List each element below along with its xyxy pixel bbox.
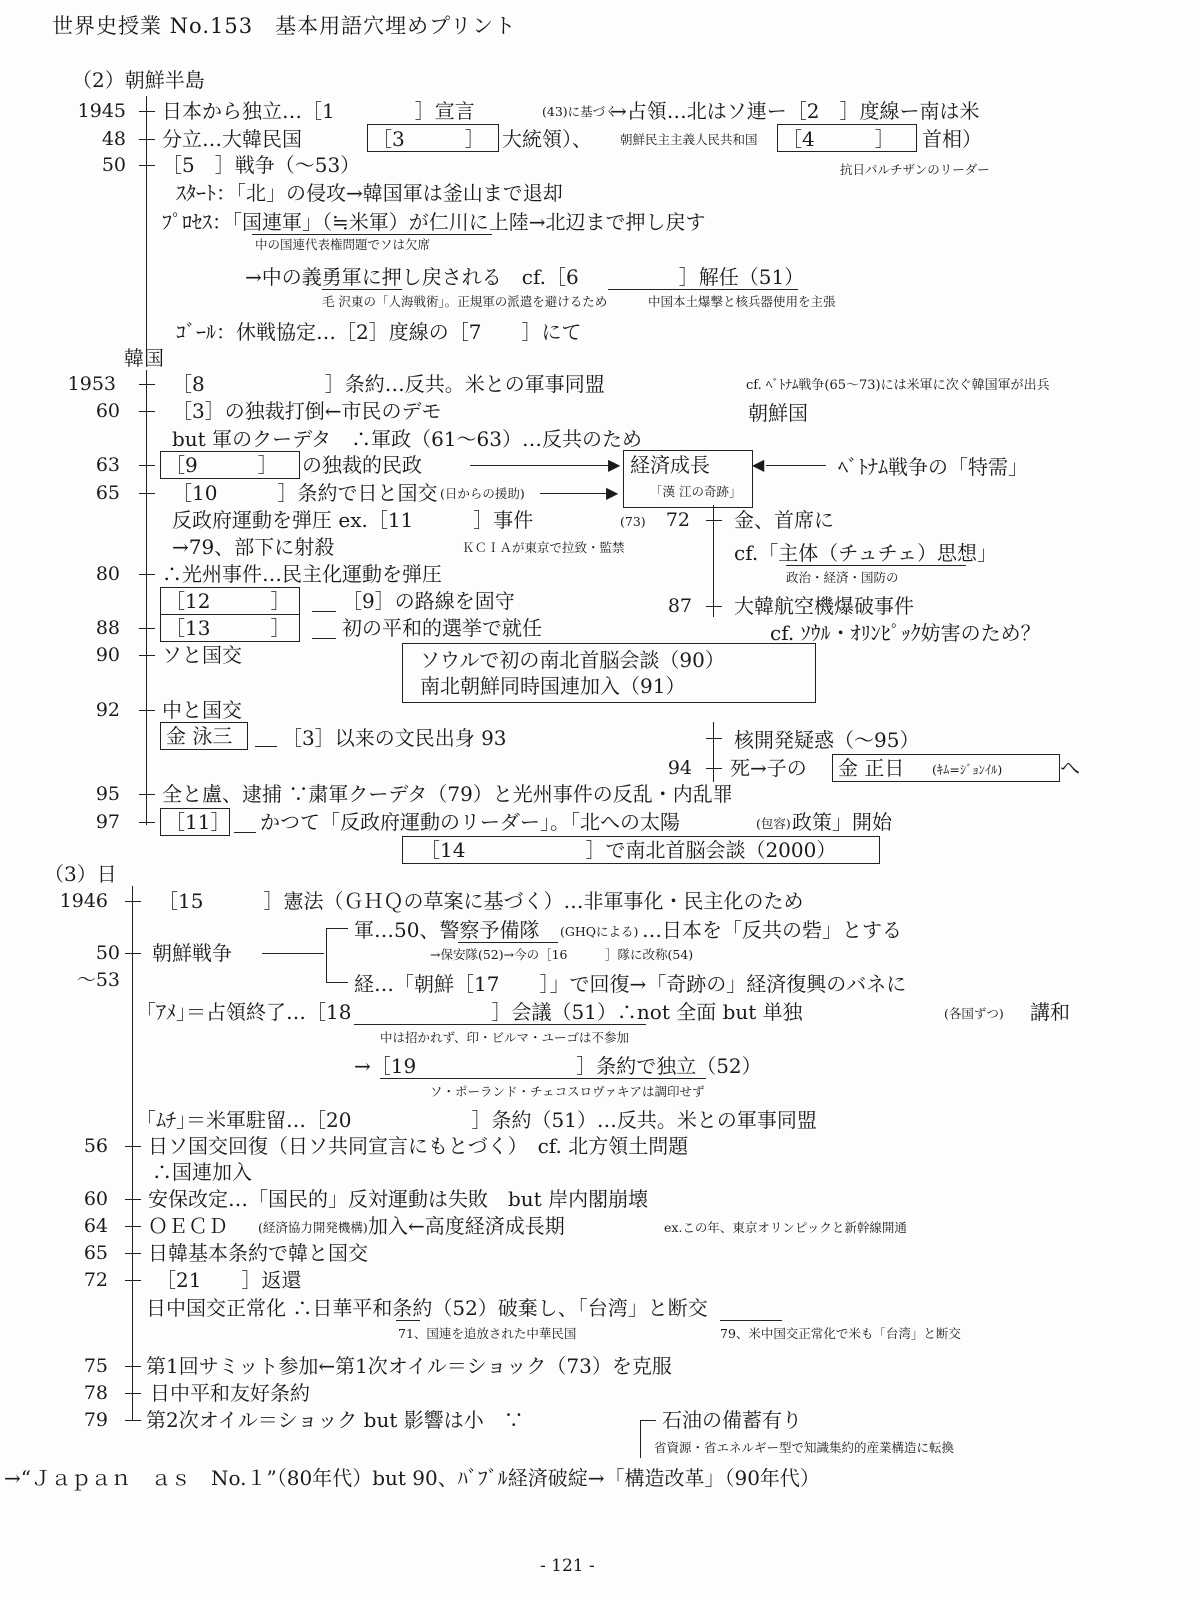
year-label: 65 — [95, 482, 120, 504]
year-label: 87 — [667, 595, 692, 617]
entry-text: …日本を「反共の砦」とする — [642, 918, 902, 942]
subheading-kankoku: 韓国 — [124, 346, 164, 370]
timeline-tick — [125, 1280, 141, 1281]
entry-text: ［11］ — [165, 810, 231, 834]
bracket-line — [326, 982, 348, 983]
section-heading-korea: （2）朝鮮半島 — [72, 68, 205, 92]
year-label: 72 — [83, 1269, 108, 1291]
year-label: 48 — [101, 128, 126, 150]
note-text: 「漢 江の奇跡」 — [650, 484, 742, 499]
entry-text: 日中国交正常化 ∴日華平和条約（52）破棄し、「台湾」と断交 — [146, 1296, 708, 1320]
year-label: 64 — [83, 1215, 108, 1237]
underline — [380, 1078, 706, 1079]
year-label: 80 — [95, 563, 120, 585]
entry-text: かつて「反政府運動のリーダー」。「北への太陽 — [260, 810, 680, 834]
year-label: 65 — [83, 1242, 108, 1264]
year-label: 50 — [95, 942, 120, 964]
note-text: (43)に基づく — [542, 104, 618, 119]
entry-text: ﾌﾟﾛｾｽ：「国連軍」（≒米軍）が仁川に上陸→北辺まで押し戻す — [162, 210, 706, 234]
entry-text: ﾍﾞﾄﾅﾑ戦争の「特需」 — [838, 455, 1028, 479]
entry-text: 第1回サミット参加←第1次オイル＝ショック（73）を克服 — [146, 1354, 672, 1378]
entry-text: 政策」開始 — [792, 810, 892, 834]
entry-text: ［3］以来の文民出身 93 — [282, 726, 507, 750]
entry-text: ［3］の独裁打倒←市民のデモ — [172, 399, 442, 423]
note-text: 79、米中国交正常化で米も「台湾」と断交 — [720, 1326, 961, 1341]
timeline-tick — [125, 1393, 141, 1394]
blank-9: ［9 ］ — [165, 453, 278, 477]
entry-text: cf. ｿｳﾙ・ｵﾘﾝﾋﾟｯｸ妨害のため？ — [770, 621, 1041, 645]
timeline-tick — [706, 606, 722, 607]
entry-text: ｽﾀｰﾄ：「北」の侵攻→韓国軍は釜山まで退却 — [176, 181, 563, 205]
blank-4: ［4 ］ — [782, 127, 895, 151]
entry-text: ∴光州事件…民主化運動を弾圧 — [162, 562, 442, 586]
bracket-line — [640, 1420, 656, 1421]
timeline-tick — [139, 655, 155, 656]
underline — [322, 289, 402, 290]
timeline-line-north — [713, 722, 714, 782]
entry-text: 核開発疑惑（～95） — [734, 728, 920, 752]
timeline-line — [146, 96, 147, 354]
note-text: →保安隊(52)→今の［16 ］隊に改称(54) — [430, 947, 694, 962]
year-label: 72 — [665, 509, 690, 531]
entry-text: ［5 ］戦争（～53） — [162, 153, 361, 177]
arrow-line — [262, 953, 324, 954]
note-text: 中国本土爆撃と核兵器使用を主張 — [648, 294, 836, 309]
entry-text: へ — [1060, 756, 1080, 780]
entry-text: →［19 ］条約で独立（52） — [354, 1054, 762, 1078]
entry-text: ｢ｱﾒ｣＝占領終了…［18 ］会議（51）∴not 全面 but 単独 — [146, 1000, 803, 1024]
underline — [608, 289, 798, 290]
timeline-tick — [125, 901, 141, 902]
year-label: 63 — [95, 454, 120, 476]
note-text: cf. ﾍﾞﾄﾅﾑ戦争(65～73)には米軍に次ぐ韓国軍が出兵 — [746, 378, 1050, 393]
blank-13: ［13 ］ — [165, 616, 291, 640]
note-text: (日からの援助) — [440, 486, 525, 501]
entry-text: 全と盧、逮捕 ∵粛軍クーデタ（79）と光州事件の反乱・内乱罪 — [162, 782, 733, 806]
entry-text: 第2次オイル＝ショック but 影響は小 ∵ — [146, 1408, 524, 1432]
timeline-tick — [125, 1199, 141, 1200]
entry-text: ｢ﾑﾁ｣＝米軍駐留…［20 ］条約（51）…反共。米との軍事同盟 — [146, 1108, 817, 1132]
note-text: ex.この年、東京オリンピックと新幹線開通 — [664, 1220, 907, 1235]
note-text: (経済協力開発機構) — [258, 1220, 368, 1235]
year-label: 92 — [95, 699, 120, 721]
year-label: 97 — [95, 811, 120, 833]
note-text: 抗日パルチザンのリーダー — [840, 162, 990, 177]
page-title: 世界史授業 No.153 基本用語穴埋めプリント — [52, 14, 517, 38]
bracket-line — [326, 928, 348, 929]
entry-text: 日本から独立…［1 ］宣言 — [162, 99, 475, 123]
year-label: 1953 — [67, 373, 116, 395]
timeline-tick — [706, 520, 722, 521]
timeline-tick — [125, 1253, 141, 1254]
timeline-tick — [706, 738, 722, 739]
note-text: 中は招かれず、印・ビルマ・ユーゴは不参加 — [380, 1030, 630, 1045]
note-text: 毛 沢東の「人海戦術」。正規軍の派遣を避けるため — [322, 294, 608, 309]
year-label: 79 — [83, 1409, 108, 1431]
section-heading-japan: （3）日 — [44, 862, 117, 886]
timeline-tick — [139, 139, 155, 140]
year-label: 1945 — [77, 100, 126, 122]
entry-text: ［21 ］返還 — [156, 1268, 302, 1292]
timeline-tick — [139, 794, 155, 795]
note-text: 政治・経済・国防の — [786, 570, 899, 585]
note-text: ソ・ポーランド・チェコスロヴァキアは調印せず — [430, 1084, 705, 1099]
underline — [252, 234, 492, 235]
note-text: (73) — [620, 514, 646, 529]
timeline-tick — [139, 628, 155, 629]
entry-text: 反政府運動を弾圧 ex.［11 ］事件 — [172, 508, 534, 532]
year-label: 60 — [83, 1188, 108, 1210]
entry-text: cf.「主体（チュチェ）思想」 — [734, 541, 998, 565]
entry-text: 金、首席に — [734, 508, 834, 532]
timeline-tick — [125, 1226, 141, 1227]
entry-text: 日中平和友好条約 — [150, 1381, 310, 1405]
underline — [255, 746, 277, 747]
year-label: 75 — [83, 1355, 108, 1377]
note-text: 朝鮮民主主義人民共和国 — [620, 132, 758, 147]
entry-text: ソと国交 — [162, 643, 242, 667]
year-label: 95 — [95, 783, 120, 805]
underline — [396, 1320, 420, 1321]
underline — [354, 1024, 646, 1025]
entry-text: 分立…大韓民国 — [162, 127, 302, 151]
entry-text: ［8 ］条約…反共。米との軍事同盟 — [172, 372, 605, 396]
entry-text: 金 泳三 — [166, 724, 233, 748]
year-label: 90 — [95, 644, 120, 666]
year-label: 56 — [83, 1135, 108, 1157]
entry-text: 中と国交 — [162, 698, 242, 722]
bracket-line — [640, 1420, 641, 1458]
note-text: (各国ずつ) — [944, 1006, 1004, 1021]
entry-text: ＯＥＣＤ — [148, 1214, 228, 1238]
entry-text: 大韓航空機爆破事件 — [734, 594, 914, 618]
timeline-tick — [139, 822, 155, 823]
note-text: ＫＣＩＡが東京で拉致・監禁 — [462, 540, 625, 555]
year-label: 94 — [667, 757, 692, 779]
year-label: 60 — [95, 400, 120, 422]
entry-text: 死→子の — [730, 756, 807, 780]
entry-text: ∴国連加入 — [152, 1160, 252, 1184]
entry-text: →中の義勇軍に押し戻される cf.［6 ］解任（51） — [245, 265, 805, 289]
timeline-line — [132, 886, 133, 1421]
entry-text: →“Ｊａｐａｎ ａｓ No.１”（80年代）but 90、ﾊﾞﾌﾞﾙ経済破綻→「構造改革」（90年代） — [4, 1466, 820, 1490]
entry-text: ｺﾞｰﾙ：休戦協定…［2］度線の［7 ］にて — [176, 320, 582, 344]
timeline-line-north — [713, 505, 714, 617]
underline — [786, 565, 966, 566]
entry-text: ［14 ］で南北首脳会談（2000） — [420, 838, 837, 862]
entry-text: 軍…50、警察予備隊 — [354, 918, 540, 942]
entry-text: 首相） — [922, 127, 982, 151]
entry-text: の独裁的民政 — [302, 453, 422, 477]
entry-text: 安保改定…「国民的」反対運動は失敗 but 岸内閣崩壊 — [148, 1187, 649, 1211]
entry-text: 加入←高度経済成長期 — [368, 1214, 565, 1238]
timeline-tick — [139, 111, 155, 112]
timeline-tick — [139, 165, 155, 166]
note-text: 71、国連を追放された中華民国 — [398, 1326, 577, 1341]
entry-text: →占領…北はソ連ー［2 ］度線ー南は米 — [610, 99, 980, 123]
timeline-tick — [125, 1366, 141, 1367]
timeline-tick — [706, 768, 722, 769]
entry-text: but 軍のクーデタ ∴軍政（61～63）…反共のため — [172, 427, 642, 451]
underline — [312, 611, 336, 612]
bracket-line — [326, 928, 327, 982]
year-label: 50 — [101, 154, 126, 176]
entry-text: 朝鮮国 — [748, 401, 808, 425]
timeline-tick — [139, 411, 155, 412]
entry-text: ［9］の路線を固守 — [342, 589, 515, 613]
timeline-tick — [139, 493, 155, 494]
timeline-tick — [139, 574, 155, 575]
entry-text: ［10 ］条約で日と国交 — [172, 481, 438, 505]
entry-text: 金 正日 — [838, 756, 905, 780]
arrow-line — [470, 465, 615, 466]
entry-text: 経…「朝鮮［17 ］」で回復→「奇跡の」経済復興のバネに — [354, 972, 907, 996]
timeline-tick — [139, 384, 155, 385]
note-text: (ｷﾑ=ｼﾞｮﾝｲﾙ) — [932, 762, 1003, 777]
blank-3: ［3 ］ — [372, 127, 485, 151]
timeline-tick — [139, 710, 155, 711]
entry-text: →79、部下に射殺 — [172, 535, 335, 559]
underline — [312, 638, 336, 639]
arrow-head: ◀ — [752, 455, 765, 474]
entry-text: ソウルで初の南北首脳会談（90） — [420, 648, 725, 672]
underline — [458, 942, 558, 943]
entry-text: 経済成長 — [630, 453, 710, 477]
arrow-head: ▶ — [606, 483, 619, 502]
timeline-tick — [125, 1146, 141, 1147]
entry-text: 初の平和的選挙で就任 — [342, 616, 542, 640]
note-text: 中の国連代表権問題でソは欠席 — [255, 237, 431, 252]
underline — [720, 1320, 782, 1321]
entry-text: 大統領）、 — [502, 127, 592, 151]
year-label: 1946 — [59, 890, 108, 912]
timeline-line — [146, 370, 147, 825]
entry-text: 日韓基本条約で韓と国交 — [148, 1241, 368, 1265]
timeline-tick — [139, 465, 155, 466]
timeline-tick — [125, 1420, 141, 1421]
entry-text: 南北朝鮮同時国連加入（91） — [420, 674, 686, 698]
entry-text: 石油の備蓄有り — [662, 1408, 802, 1432]
entry-text: 朝鮮戦争 — [152, 941, 232, 965]
note-text: 省資源・省エネルギー型で知識集約的産業構造に転換 — [654, 1440, 955, 1455]
arrow-head: ▶ — [608, 455, 621, 474]
note-text: (GHQによる) — [560, 924, 639, 939]
blank-12: ［12 ］ — [165, 589, 291, 613]
timeline-tick — [125, 953, 141, 954]
arrow-line — [540, 493, 608, 494]
year-label: 78 — [83, 1382, 108, 1404]
note-text: (包容) — [756, 816, 791, 831]
entry-text: 日ソ国交回復（日ソ共同宣言にもとづく） cf. 北方領土問題 — [148, 1134, 689, 1158]
entry-text: ［15 ］憲法（ＧＨＱの草案に基づく）…非軍事化・民主化のため — [158, 889, 804, 913]
arrow-line — [766, 465, 826, 466]
year-label: ～53 — [76, 969, 120, 991]
entry-text: 講和 — [1030, 1000, 1070, 1024]
page-number: - 121 - — [540, 1556, 595, 1576]
underline — [234, 832, 256, 833]
year-label: 88 — [95, 617, 120, 639]
